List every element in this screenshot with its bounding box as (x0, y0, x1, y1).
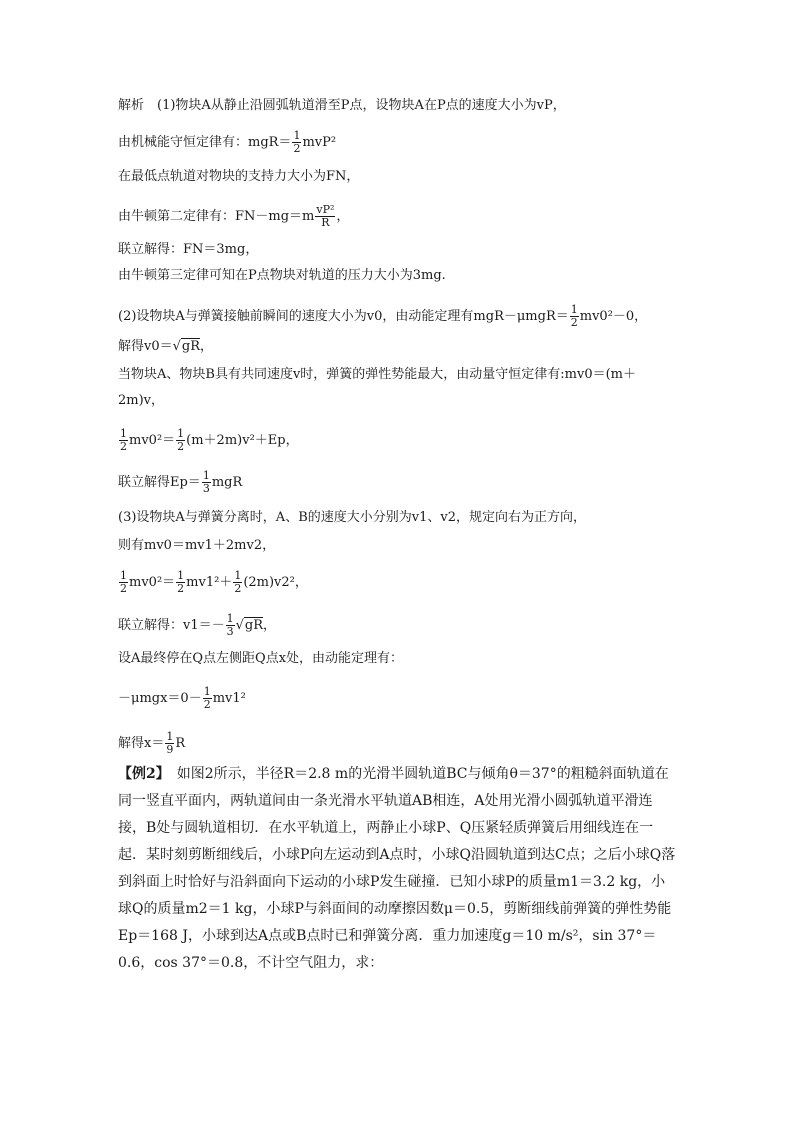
fraction: $\frac{1}{2}$ (234, 569, 242, 595)
fraction: $\frac{1}{2}$ (203, 685, 211, 711)
fraction: $\frac{1}{2}$ (177, 569, 185, 595)
equation-line: 由牛顿第二定律有：FN－mg＝m $\frac{\text{vP²}}{R}$ ， (118, 203, 350, 229)
fraction: $\frac{1}{2}$ (177, 427, 185, 453)
example-paragraph (118, 761, 678, 977)
fraction: $\frac{1}{9}$ (166, 730, 174, 756)
solution-line: 2m)v， (118, 393, 165, 408)
fraction: $\frac{1}{2}$ (293, 129, 301, 155)
equation-line: 联立解得Ep＝ $\frac{1}{3}$ mgR (118, 469, 243, 495)
solution-line: 解析 (1)物块A从静止沿圆弧轨道滑至P点，设物块A在P点的速度大小为vP， (118, 98, 566, 113)
equation-line: －μmgx＝0－ $\frac{1}{2}$ mv1² (118, 685, 246, 711)
equation-line: 解得v0＝√gR， (118, 339, 214, 354)
equation-line: $\frac{1}{2}$ mv0²＝ $\frac{1}{2}$ (m＋2m)v²＋Ep， (120, 427, 299, 453)
fraction: $\frac{\text{vP²}}{R}$ (316, 203, 335, 229)
solution-line: 设A最终停在Q点左侧距Q点x处，由动能定理有： (118, 651, 404, 666)
fraction: $\frac{1}{2}$ (120, 569, 127, 595)
solution-line: 由牛顿第三定律可知在P点物块对轨道的压力大小为3mg. (118, 268, 446, 283)
solution-line: 则有mv0＝mv1＋2mv2， (118, 538, 276, 553)
equation-line: 解得x＝ $\frac{1}{9}$ R (118, 730, 186, 756)
solution-line: 当物块A、物块B具有共同速度v时，弹簧的弹性势能最大，由动量守恒定律有:mv0＝(m＋ (118, 367, 637, 382)
example-text: 如图2所示，半径R＝2.8 m的光滑半圆轨道BC与倾角θ＝37°的粗糙斜面轨道在同一竖直平面内，两轨道间由一条光滑水平轨道AB相连，A处用光滑小圆弧轨道平滑连接，B处与圆轨道相切．在水平轨道上，两静止小球P、Q压紧轻质弹簧后用细线连在一起．某时刻剪断细线后，小球P向左运动到A点时，小球Q沿圆轨道到达C点；之后小球Q落到斜面上时恰好与沿斜面向下运动的小球P发生碰撞．已知小球P的质量m1＝3.2 kg，小球Q的质量m2＝1 kg，小球P与斜面间的动摩擦因数μ＝0.5，剪断细线前弹簧的弹性势能Ep＝168 J，小球到达A点或B点时已和弹簧分离．重力加速度g＝10 m/s²，sin 37°＝0.6，cos 37°＝0.8，不计空气阻力，求： (118, 766, 676, 971)
equation-line: 由机械能守恒定律有：mgR＝ $\frac{1}{2}$ mvP² (118, 129, 337, 155)
equation-line: (2)设物块A与弹簧接触前瞬间的速度大小为v0，由动能定理有mgR－μmgR＝ $\frac{1}{2}$ mv0²－0， (118, 303, 648, 329)
solution-line: 在最低点轨道对物块的支持力大小为FN， (118, 169, 360, 184)
solution-line: 联立解得：FN＝3mg， (118, 242, 259, 257)
fraction: $\frac{1}{3}$ (202, 469, 210, 495)
fraction: $\frac{1}{2}$ (120, 427, 127, 453)
example-tag: 【例2】 (118, 766, 163, 782)
equation-line: $\frac{1}{2}$ mv0²＝ $\frac{1}{2}$ mv1²＋ $\frac{1}{2}$ (2m)v2²， (120, 569, 308, 595)
solution-line: (3)设物块A与弹簧分离时，A、B的速度大小分别为v1、v2，规定向右为正方向， (118, 510, 586, 525)
equation-line: 联立解得：v1＝－ $\frac{1}{3}$ √gR， (118, 612, 277, 638)
fraction: $\frac{1}{2}$ (570, 303, 578, 329)
fraction: $\frac{1}{3}$ (226, 612, 234, 638)
